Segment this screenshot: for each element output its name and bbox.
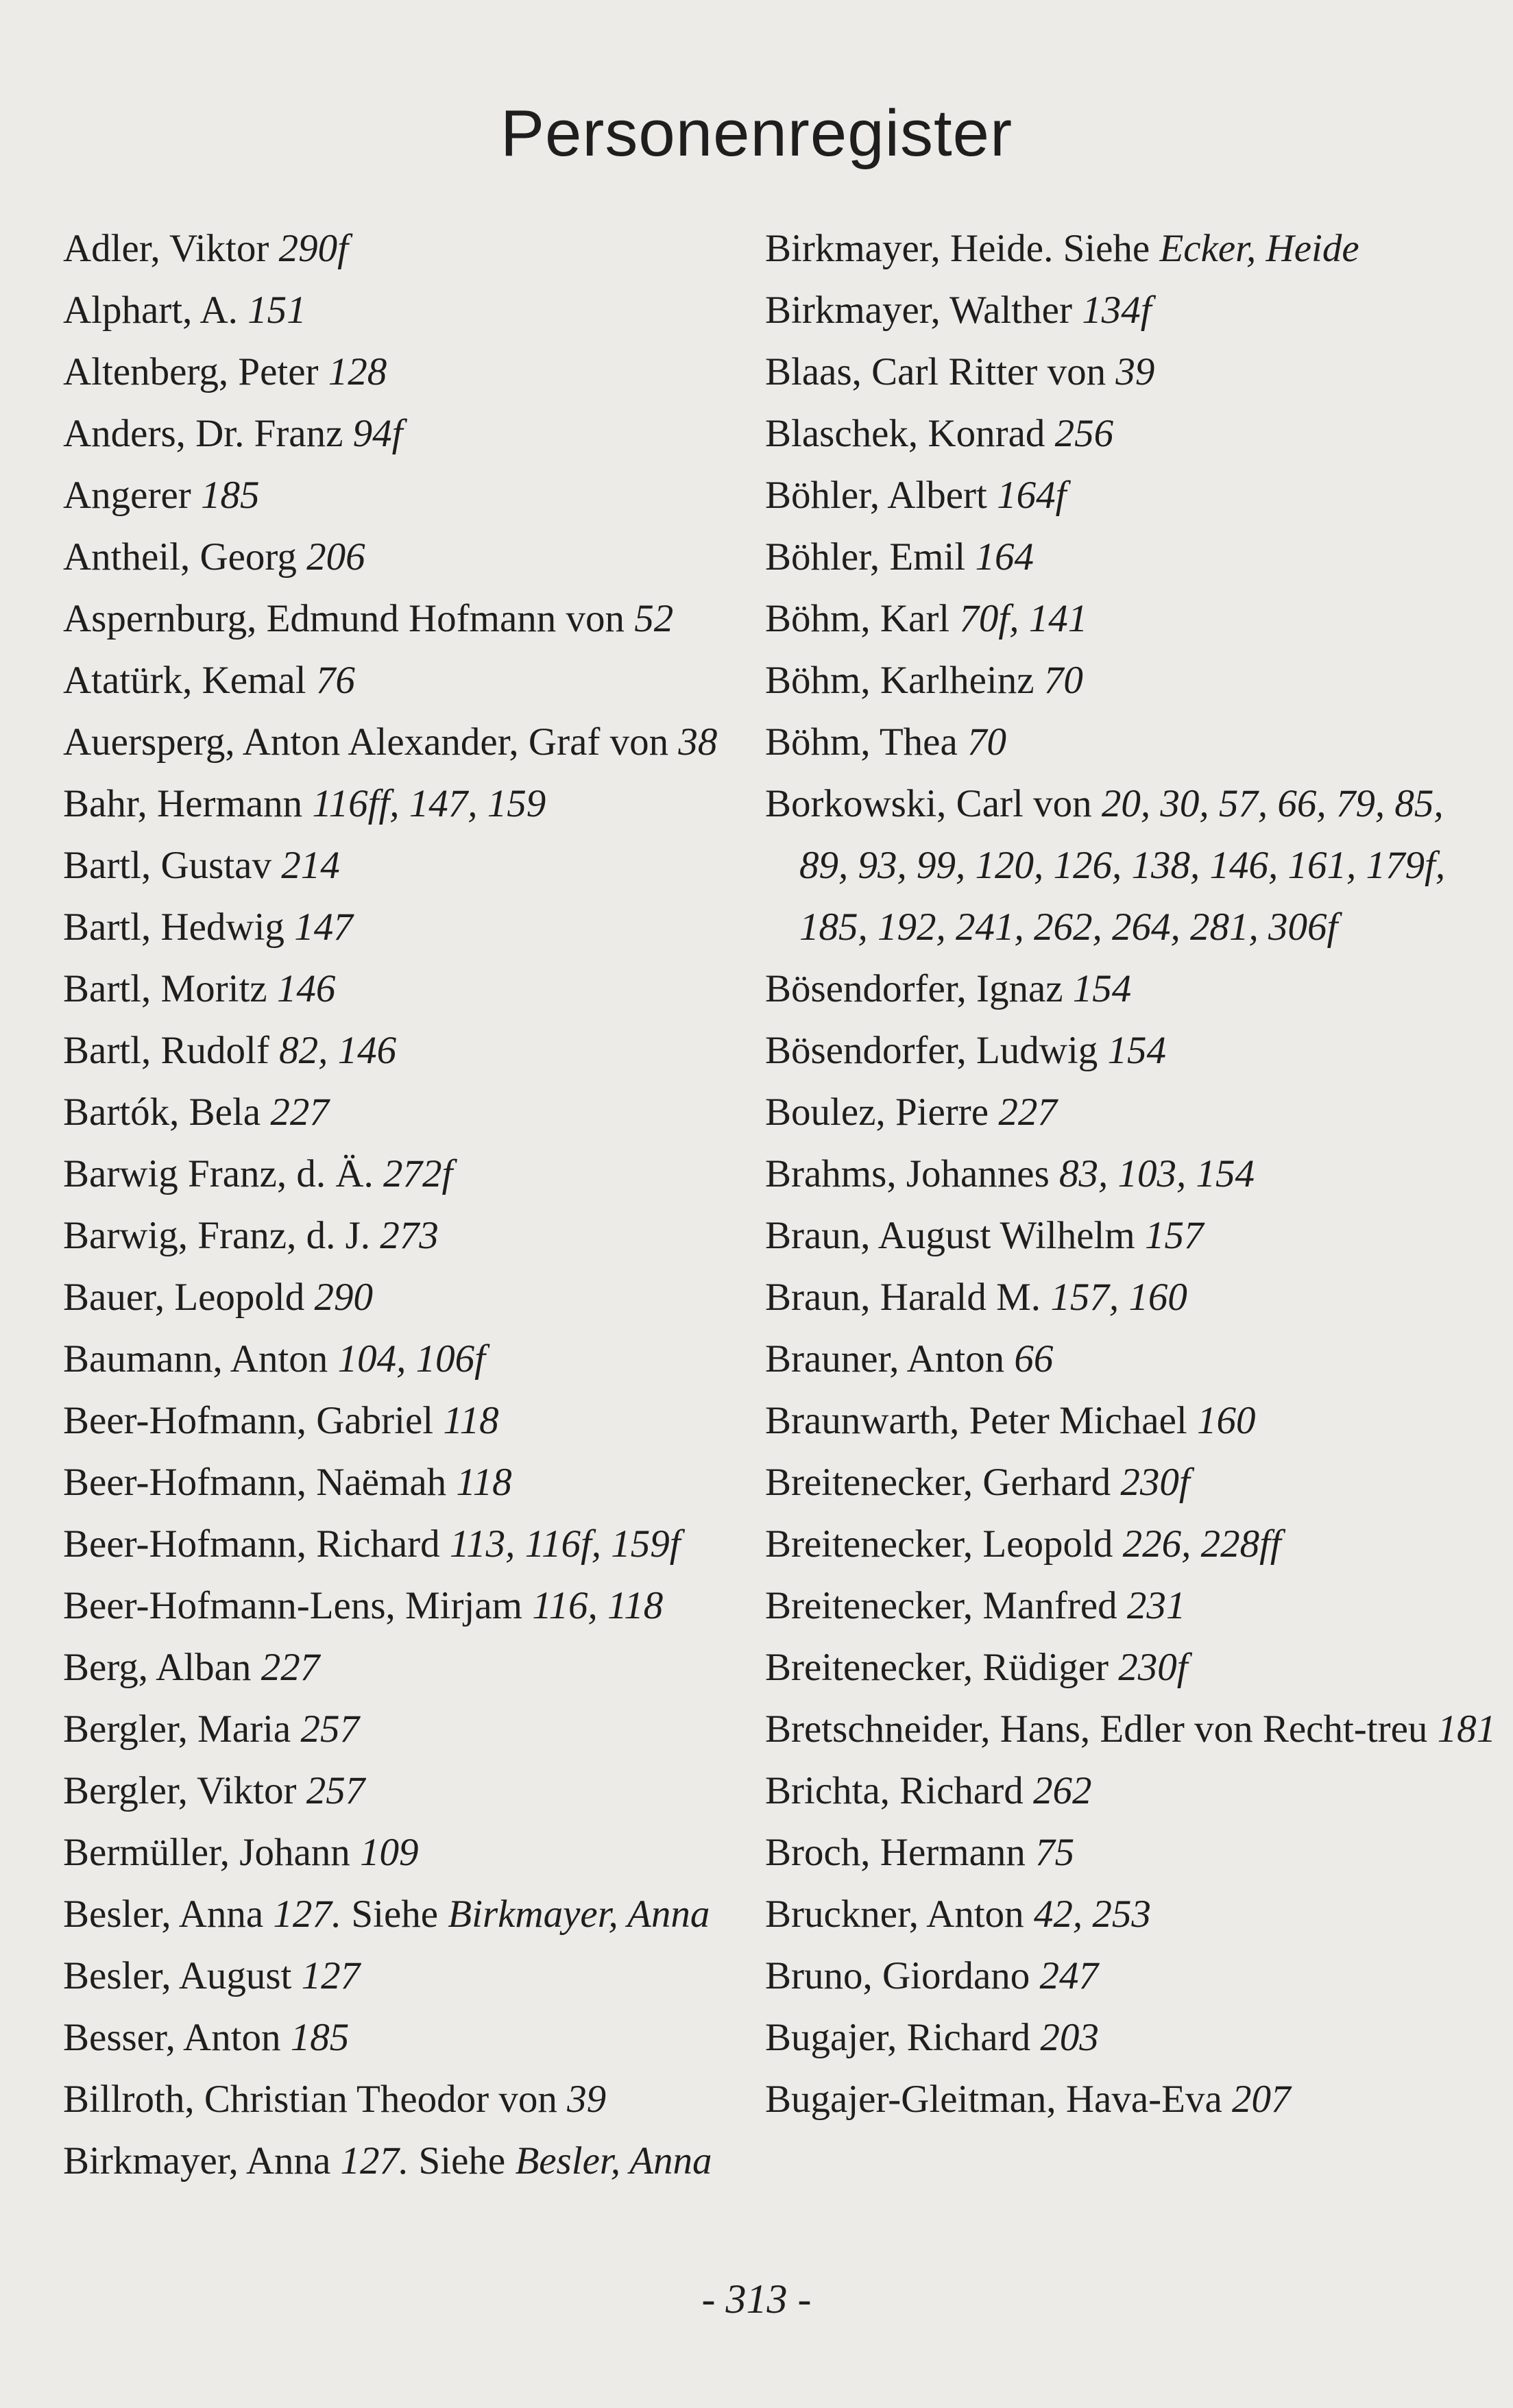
index-entry [765, 403, 1451, 465]
index-entry [765, 1945, 1451, 2007]
entry-pages: 75 [1035, 1831, 1075, 1874]
entry-name: Billroth, Christian Theodor von [63, 2078, 557, 2121]
entry-pages: 227 [998, 1091, 1057, 1134]
index-entry [63, 897, 749, 958]
entry-name: Böhler, Albert [765, 474, 987, 517]
entry-name: Auersperg, Anton Alexander, Graf von [63, 720, 669, 764]
index-entry [63, 588, 749, 650]
entry-name: Besser, Anton [63, 2016, 281, 2059]
entry-name: Alphart, A. [63, 289, 238, 332]
index-entry [765, 1020, 1451, 1082]
entry-name: Brauner, Anton [765, 1337, 1005, 1381]
entry-name: Bartl, Rudolf [63, 1029, 269, 1072]
index-entry [765, 465, 1451, 526]
entry-pages: 226, 228ff [1122, 1522, 1281, 1566]
index-entry [63, 1452, 749, 1513]
entry-name: Bermüller, Johann [63, 1831, 350, 1874]
entry-pages: 160 [1196, 1399, 1256, 1442]
index-entry [765, 773, 1451, 958]
index-entry [63, 958, 749, 1020]
index-entry [765, 280, 1451, 341]
entry-pages: 247 [1039, 1954, 1099, 1997]
entry-name: Angerer [63, 474, 191, 517]
entry-pages: 118 [443, 1399, 499, 1442]
entry-pages: 66 [1014, 1337, 1054, 1381]
index-entry [765, 1390, 1451, 1452]
entry-name: Bartl, Moritz [63, 967, 267, 1010]
entry-see-target: Besler, Anna [515, 2139, 712, 2182]
index-entry [765, 2069, 1451, 2130]
entry-name: Borkowski, Carl von [765, 782, 1092, 825]
entry-pages: 185 [290, 2016, 350, 2059]
entry-name: Bahr, Hermann [63, 782, 303, 825]
entry-name: Bugajer, Richard [765, 2016, 1031, 2059]
entry-name: Besler, August [63, 1954, 292, 1997]
index-entry [63, 1760, 749, 1822]
entry-pages: 70f, 141 [959, 597, 1088, 640]
entry-pages: 134f [1082, 289, 1152, 332]
entry-pages: 256 [1054, 412, 1114, 455]
entry-pages: 157, 160 [1050, 1276, 1187, 1319]
entry-name: Bruno, Giordano [765, 1954, 1030, 1997]
entry-pages: 164 [975, 535, 1034, 579]
index-entry [765, 1267, 1451, 1328]
index-entry [765, 2007, 1451, 2069]
index-entry [765, 588, 1451, 650]
entry-name: Broch, Hermann [765, 1831, 1026, 1874]
entry-pages: 181 [1437, 1707, 1497, 1751]
entry-see-label: Siehe [418, 2139, 506, 2182]
index-entry [63, 835, 749, 897]
entry-name: Breitenecker, Manfred [765, 1584, 1117, 1627]
entry-name: Baumann, Anton [63, 1337, 328, 1381]
entry-name: Bugajer-Gleitman, Hava-Eva [765, 2078, 1222, 2121]
entry-pages: 203 [1040, 2016, 1099, 2059]
index-entry [765, 958, 1451, 1020]
index-entry [765, 1205, 1451, 1267]
entry-name: Bergler, Maria [63, 1707, 291, 1751]
index-entry [63, 1390, 749, 1452]
entry-pages: 262 [1032, 1769, 1092, 1812]
entry-name: Anders, Dr. Franz [63, 412, 343, 455]
index-entry [63, 1513, 749, 1575]
entry-name: Böhm, Karlheinz [765, 659, 1034, 702]
index-entry [63, 280, 749, 341]
index-entry [63, 1637, 749, 1699]
entry-name: Beer-Hofmann-Lens, Mirjam [63, 1584, 522, 1627]
entry-name: Braun, August Wilhelm [765, 1214, 1135, 1257]
entry-name: Bösendorfer, Ignaz [765, 967, 1063, 1010]
entry-name: Barwig Franz, d. Ä. [63, 1152, 374, 1195]
entry-pages: 83, 103, 154 [1059, 1152, 1255, 1195]
entry-pages: 128 [328, 350, 387, 393]
entry-pages: 290f [278, 227, 348, 270]
entry-pages: 231 [1126, 1584, 1186, 1627]
entry-pages: 42, 253 [1033, 1893, 1151, 1936]
entry-name: Bretschneider, Hans, Edler von Recht-treu [765, 1707, 1428, 1751]
index-entry [63, 1020, 749, 1082]
entry-pages: 290 [314, 1276, 374, 1319]
index-entry [63, 650, 749, 712]
entry-name: Birkmayer, Anna [63, 2139, 331, 2182]
index-entry [63, 1143, 749, 1205]
index-entry [765, 1575, 1451, 1637]
entry-name: Böhm, Thea [765, 720, 958, 764]
entry-see-label: Siehe [1063, 227, 1150, 270]
entry-pages: 151 [247, 289, 306, 332]
entry-name: Böhm, Karl [765, 597, 950, 640]
entry-pages: 257 [306, 1769, 365, 1812]
index-entry [765, 1822, 1451, 1884]
entry-pages: 147 [294, 905, 353, 949]
entry-pages: 39 [567, 2078, 607, 2121]
index-entry [765, 1328, 1451, 1390]
entry-name: Bartók, Bela [63, 1091, 261, 1134]
entry-name: Bauer, Leopold [63, 1276, 305, 1319]
entry-name: Bartl, Gustav [63, 844, 271, 887]
entry-pages: 52 [634, 597, 674, 640]
entry-name: Bruckner, Anton [765, 1893, 1024, 1936]
index-entry [63, 1267, 749, 1328]
index-entry [63, 2069, 749, 2130]
entry-pages: 272f [383, 1152, 453, 1195]
entry-pages: 118 [456, 1461, 512, 1504]
entry-pages: 157 [1144, 1214, 1204, 1257]
index-entry [63, 1328, 749, 1390]
entry-name: Breitenecker, Gerhard [765, 1461, 1111, 1504]
entry-pages: 273 [380, 1214, 439, 1257]
entry-name: Bösendorfer, Ludwig [765, 1029, 1098, 1072]
entry-name: Barwig, Franz, d. J. [63, 1214, 371, 1257]
entry-name: Bergler, Viktor [63, 1769, 297, 1812]
index-entry [63, 1884, 749, 1945]
entry-name: Brahms, Johannes [765, 1152, 1050, 1195]
entry-name: Braunwarth, Peter Michael [765, 1399, 1187, 1442]
entry-pages: 38 [678, 720, 718, 764]
index-entry [765, 1082, 1451, 1143]
entry-pages: 154 [1072, 967, 1132, 1010]
entry-name: Boulez, Pierre [765, 1091, 989, 1134]
entry-pages: 185 [200, 474, 260, 517]
index-entry [765, 341, 1451, 403]
entry-name: Beer-Hofmann, Naëmah [63, 1461, 447, 1504]
entry-pages: 127. [340, 2139, 409, 2182]
index-entry [63, 2130, 749, 2192]
entry-name: Böhler, Emil [765, 535, 966, 579]
entry-pages: 113, 116f, 159f [449, 1522, 681, 1566]
entry-see-target: Birkmayer, Anna [448, 1893, 710, 1936]
entry-pages: 154 [1107, 1029, 1167, 1072]
entry-see-target: Ecker, Heide [1159, 227, 1359, 270]
entry-pages: 109 [360, 1831, 419, 1874]
entry-pages: 230f [1120, 1461, 1190, 1504]
index-column-right [765, 218, 1497, 2130]
index-entry [63, 465, 749, 526]
entry-pages: 214 [281, 844, 340, 887]
index-entry [765, 1760, 1451, 1822]
entry-name: Blaas, Carl Ritter von [765, 350, 1106, 393]
entry-name: Beer-Hofmann, Gabriel [63, 1399, 434, 1442]
entry-name: Braun, Harald M. [765, 1276, 1041, 1319]
entry-name: Birkmayer, Walther [765, 289, 1072, 332]
index-entry [63, 1699, 749, 1760]
entry-name: Berg, Alban [63, 1646, 252, 1689]
index-entry [765, 1637, 1451, 1699]
entry-name: Beer-Hofmann, Richard [63, 1522, 440, 1566]
entry-pages: 70 [1043, 659, 1083, 702]
index-entry [765, 1143, 1451, 1205]
index-entry [63, 403, 749, 465]
index-entry [765, 1452, 1451, 1513]
index-entry [63, 773, 749, 835]
entry-name: Antheil, Georg [63, 535, 297, 579]
entry-name: Adler, Viktor [63, 227, 269, 270]
index-entry [63, 2007, 749, 2069]
entry-name: Breitenecker, Leopold [765, 1522, 1113, 1566]
entry-pages: 104, 106f [337, 1337, 485, 1381]
index-entry [63, 341, 749, 403]
entry-pages: 227 [261, 1646, 320, 1689]
entry-pages: 227 [270, 1091, 329, 1134]
entry-pages: 116ff, 147, 159 [312, 782, 546, 825]
entry-name: Besler, Anna [63, 1893, 264, 1936]
index-entry [765, 526, 1451, 588]
entry-pages: 39 [1115, 350, 1155, 393]
index-entry [765, 1884, 1451, 1945]
entry-pages: 127 [301, 1954, 361, 1997]
index-entry [765, 712, 1451, 773]
entry-pages: 20, 30, 57, 66, 79, 85, 89, 93, 99, 120, 126, 138, 146, 161, 179f, 185, 192, 241, 262, 264, 281, 306f [799, 782, 1446, 949]
entry-pages: 94f [352, 412, 403, 455]
entry-name: Breitenecker, Rüdiger [765, 1646, 1109, 1689]
entry-pages: 116, 118 [532, 1584, 664, 1627]
index-entry [63, 1082, 749, 1143]
entry-name: Brichta, Richard [765, 1769, 1024, 1812]
entry-pages: 127. [273, 1893, 342, 1936]
index-entry [63, 1575, 749, 1637]
entry-pages: 206 [306, 535, 365, 579]
page-title: Personenregister [500, 97, 1013, 170]
index-entry [765, 1513, 1451, 1575]
index-entry [765, 650, 1451, 712]
index-entry [63, 712, 749, 773]
index-column-left [63, 218, 749, 2192]
index-entry [63, 1822, 749, 1884]
entry-pages: 230f [1118, 1646, 1188, 1689]
index-entry [63, 1205, 749, 1267]
entry-pages: 164f [997, 474, 1067, 517]
entry-pages: 76 [315, 659, 355, 702]
entry-name: Atatürk, Kemal [63, 659, 306, 702]
entry-name: Birkmayer, Heide. [765, 227, 1054, 270]
entry-name: Bartl, Hedwig [63, 905, 285, 949]
index-entry [63, 526, 749, 588]
index-entry [63, 1945, 749, 2007]
index-entry [765, 1699, 1497, 1760]
entry-name: Altenberg, Peter [63, 350, 319, 393]
entry-pages: 82, 146 [279, 1029, 397, 1072]
entry-name: Blaschek, Konrad [765, 412, 1045, 455]
entry-pages: 70 [967, 720, 1006, 764]
entry-name: Aspernburg, Edmund Hofmann von [63, 597, 625, 640]
entry-see-label: Siehe [351, 1893, 439, 1936]
index-entry [765, 218, 1451, 280]
page-number: - 313 - [701, 2276, 812, 2322]
entry-pages: 207 [1232, 2078, 1291, 2121]
entry-pages: 257 [300, 1707, 359, 1751]
index-entry [63, 218, 749, 280]
entry-pages: 146 [276, 967, 336, 1010]
